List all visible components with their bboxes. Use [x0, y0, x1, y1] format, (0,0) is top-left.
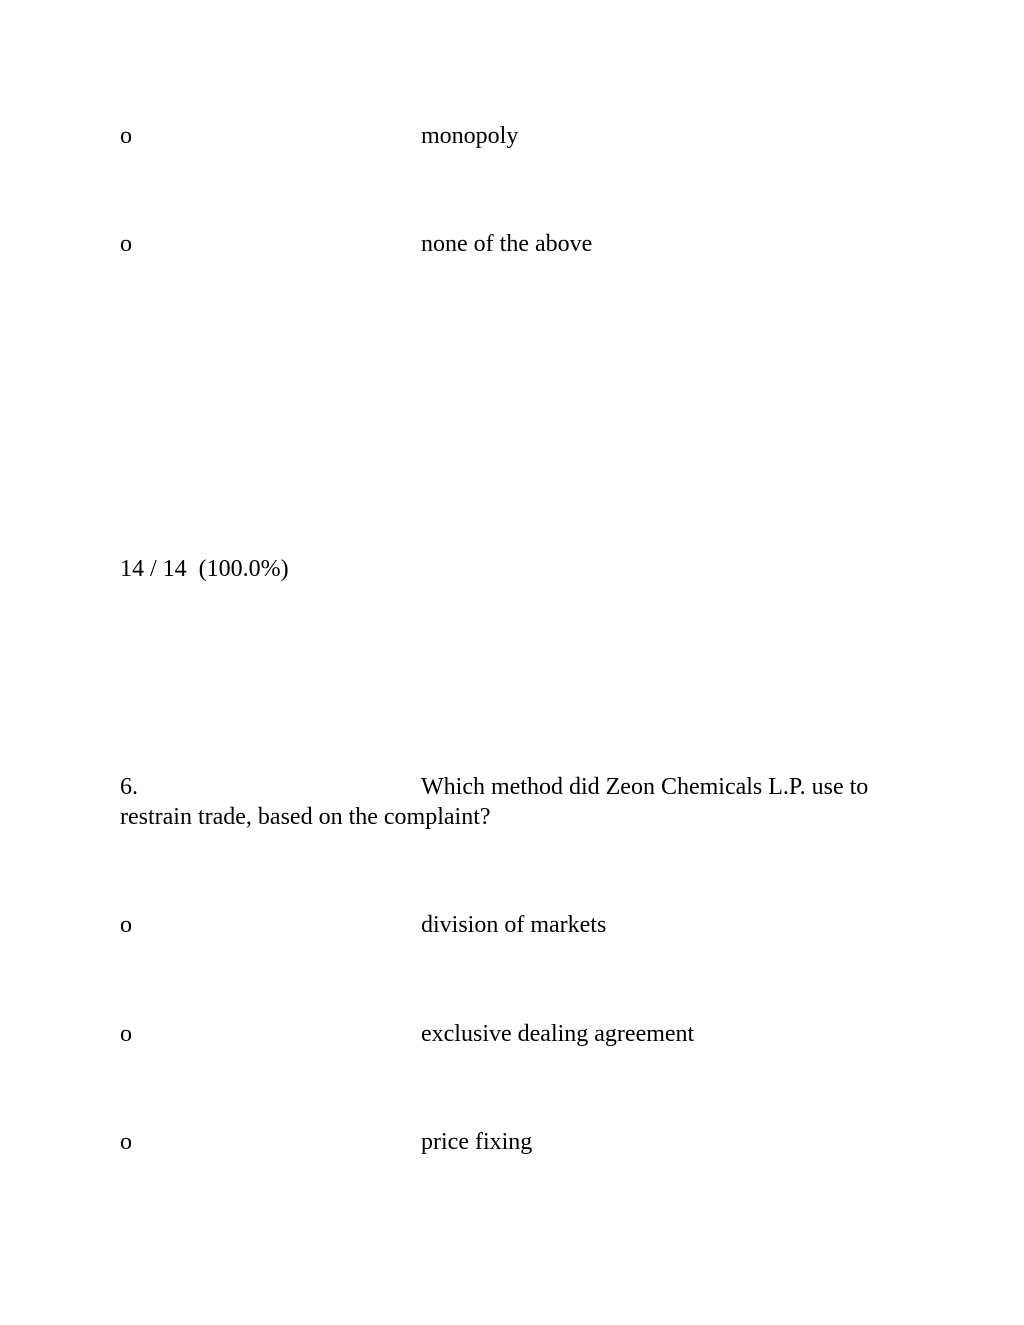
option-label: none of the above	[421, 231, 593, 257]
option-bullet: o	[120, 1021, 132, 1047]
option-bullet: o	[120, 231, 132, 257]
option-label: monopoly	[421, 123, 519, 149]
score-text: 14 / 14 (100.0%)	[120, 556, 289, 582]
option-label: price fixing	[421, 1129, 533, 1155]
option-label: division of markets	[421, 912, 607, 938]
question-text: Which method did Zeon Chemicals L.P. use to restrain trade, based on the complaint?	[120, 774, 869, 830]
option-label: exclusive dealing agreement	[421, 1021, 695, 1047]
question-6	[120, 772, 910, 832]
option-bullet: o	[120, 123, 132, 149]
question-number: 6.	[120, 774, 138, 800]
option-bullet: o	[120, 912, 132, 938]
option-bullet: o	[120, 1129, 132, 1155]
